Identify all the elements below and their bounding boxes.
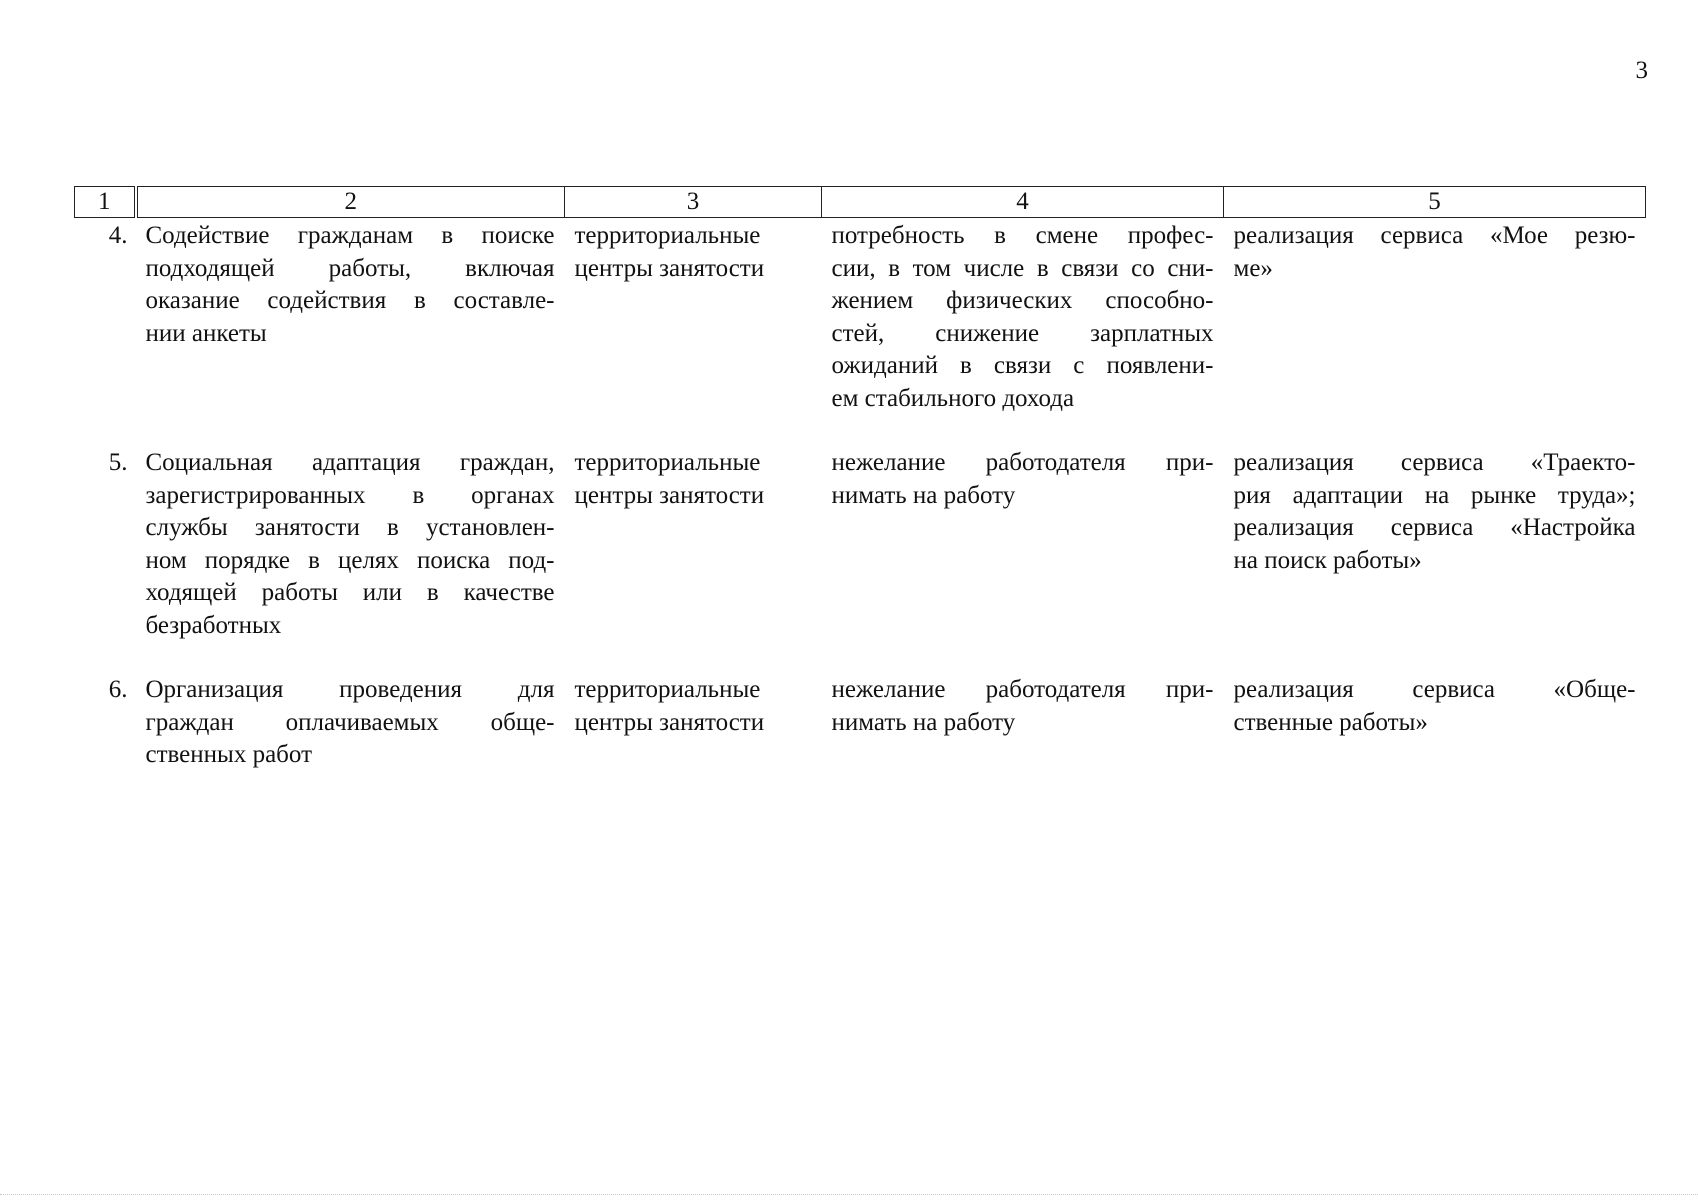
text-line: оказание содействия в составле- — [145, 287, 555, 314]
row-number: 5. — [108, 449, 128, 476]
text-line: безработных — [145, 611, 282, 639]
text-line: территориальные — [574, 449, 761, 476]
table-row — [75, 218, 1646, 448]
text-line: центры занятости — [574, 708, 765, 736]
measure-cell — [136, 218, 565, 448]
text-line: реализация сервиса «Мое резю- — [1233, 222, 1636, 249]
column-header-1: 1 — [75, 187, 136, 218]
text-line: территориальные — [574, 222, 761, 249]
text-line: потребность в смене профес- — [831, 222, 1214, 249]
row-number: 4. — [108, 222, 128, 249]
text-line: нимать на работу — [831, 481, 1016, 509]
text-line: центры занятости — [574, 254, 765, 282]
service-cell — [1224, 218, 1646, 448]
situation-cell — [822, 218, 1224, 448]
text-line: подходящей работы, включая — [145, 254, 555, 282]
executor-cell — [565, 218, 822, 448]
services-table — [74, 186, 1646, 804]
text-line: ме» — [1233, 254, 1273, 282]
text-line: ожиданий в связи с появлени- — [831, 352, 1214, 379]
situation-cell — [822, 674, 1224, 804]
text-line: центры занятости — [574, 481, 765, 509]
text-line: сии, в том числе в связи со сни- — [831, 254, 1214, 282]
executor-cell — [565, 674, 822, 804]
column-header-2: 2 — [136, 187, 565, 218]
text-line: реализация сервиса «Настройка — [1233, 514, 1636, 541]
text-line: нии анкеты — [145, 319, 267, 347]
column-header-5: 5 — [1224, 187, 1646, 218]
text-line: Содействие гражданам в поиске — [145, 222, 555, 249]
measure-cell — [136, 447, 565, 674]
scan-edge-divider — [0, 1194, 1698, 1196]
column-header-4: 4 — [822, 187, 1224, 218]
text-line: нежелание работодателя при- — [831, 449, 1214, 476]
text-line: реализация сервиса «Обще- — [1233, 676, 1636, 703]
text-line: ном порядке в целях поиска под- — [145, 546, 555, 574]
text-line: жением физических способно- — [831, 287, 1214, 314]
executor-cell — [565, 447, 822, 674]
text-line: ем стабильного дохода — [831, 384, 1075, 412]
text-line: реализация сервиса «Траекто- — [1233, 449, 1636, 476]
text-line: на поиск работы» — [1233, 546, 1422, 574]
text-line: нежелание работодателя при- — [831, 676, 1214, 703]
text-line: нимать на работу — [831, 708, 1016, 736]
text-line: ственных работ — [145, 741, 312, 768]
table-row — [75, 447, 1646, 674]
page-number: 3 — [1635, 57, 1648, 84]
text-line: территориальные — [574, 676, 761, 703]
table-header-row — [75, 187, 1646, 218]
text-line: зарегистрированных в органах — [145, 481, 555, 509]
text-line: рия адаптации на рынке труда»; — [1233, 481, 1636, 509]
text-line: службы занятости в установлен- — [145, 514, 555, 541]
row-number: 6. — [108, 676, 128, 703]
text-line: ственные работы» — [1233, 708, 1428, 736]
text-line: ходящей работы или в качестве — [145, 579, 555, 606]
text-line: Социальная адаптация граждан, — [145, 449, 555, 476]
text-line: Организация проведения для — [145, 676, 555, 703]
column-header-3: 3 — [565, 187, 822, 218]
text-line: граждан оплачиваемых обще- — [145, 708, 555, 736]
service-cell — [1224, 674, 1646, 804]
table-row — [75, 674, 1646, 804]
situation-cell — [822, 447, 1224, 674]
service-cell — [1224, 447, 1646, 674]
text-line: стей, снижение зарплатных — [831, 319, 1214, 347]
measure-cell — [136, 674, 565, 804]
